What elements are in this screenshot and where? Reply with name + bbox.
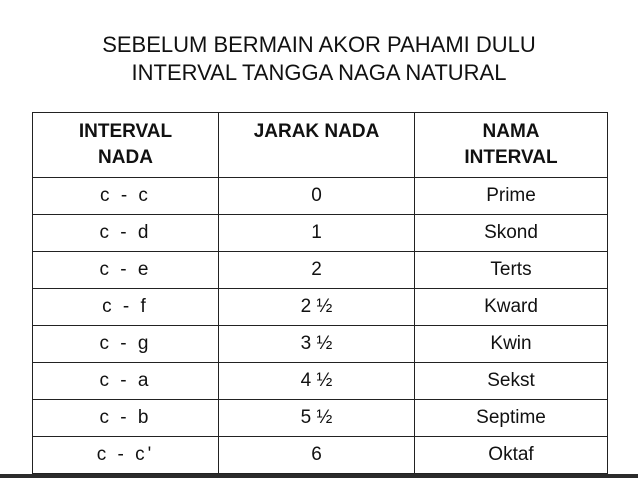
header-nama-interval-line-1: NAMA <box>482 121 540 142</box>
table-row <box>33 252 608 289</box>
header-interval-nada-line-1: INTERVAL <box>78 121 173 142</box>
header-interval-nada-line-2: NADA <box>98 147 153 168</box>
table-row <box>33 289 608 326</box>
interval-name-cell: Septime <box>415 400 608 437</box>
header-nama-interval <box>415 113 608 178</box>
interval-name-cell: Kwin <box>415 326 608 363</box>
page-title <box>0 31 638 87</box>
header-jarak-nada-line-1: JARAK NADA <box>253 121 380 142</box>
interval-cell: c - d <box>33 215 219 252</box>
interval-name-cell: Sekst <box>415 363 608 400</box>
interval-name-cell: Oktaf <box>415 437 608 474</box>
interval-cell: c - g <box>33 326 219 363</box>
header-interval-nada <box>33 113 219 178</box>
distance-cell: 2 <box>219 252 415 289</box>
table-row <box>33 437 608 474</box>
interval-name-cell: Skond <box>415 215 608 252</box>
distance-cell: 3 ½ <box>219 326 415 363</box>
interval-cell: c - c <box>33 178 219 215</box>
distance-cell: 4 ½ <box>219 363 415 400</box>
distance-cell: 5 ½ <box>219 400 415 437</box>
interval-cell: c - f <box>33 289 219 326</box>
header-nama-interval-line-2: INTERVAL <box>464 147 558 168</box>
title-line-1: SEBELUM BERMAIN AKOR PAHAMI DULU <box>102 32 536 57</box>
table-row <box>33 400 608 437</box>
interval-table <box>32 112 608 474</box>
interval-cell: c - e <box>33 252 219 289</box>
table-header-row <box>33 113 608 178</box>
interval-name-cell: Kward <box>415 289 608 326</box>
interval-cell: c - a <box>33 363 219 400</box>
bottom-divider <box>0 474 638 478</box>
interval-name-cell: Terts <box>415 252 608 289</box>
distance-cell: 6 <box>219 437 415 474</box>
distance-cell: 2 ½ <box>219 289 415 326</box>
interval-cell: c - c' <box>33 437 219 474</box>
header-jarak-nada <box>219 113 415 178</box>
table-row <box>33 326 608 363</box>
interval-name-cell: Prime <box>415 178 608 215</box>
table-row <box>33 215 608 252</box>
table-row <box>33 178 608 215</box>
table-row <box>33 363 608 400</box>
interval-cell: c - b <box>33 400 219 437</box>
title-line-2: INTERVAL TANGGA NAGA NATURAL <box>131 60 507 85</box>
distance-cell: 1 <box>219 215 415 252</box>
distance-cell: 0 <box>219 178 415 215</box>
